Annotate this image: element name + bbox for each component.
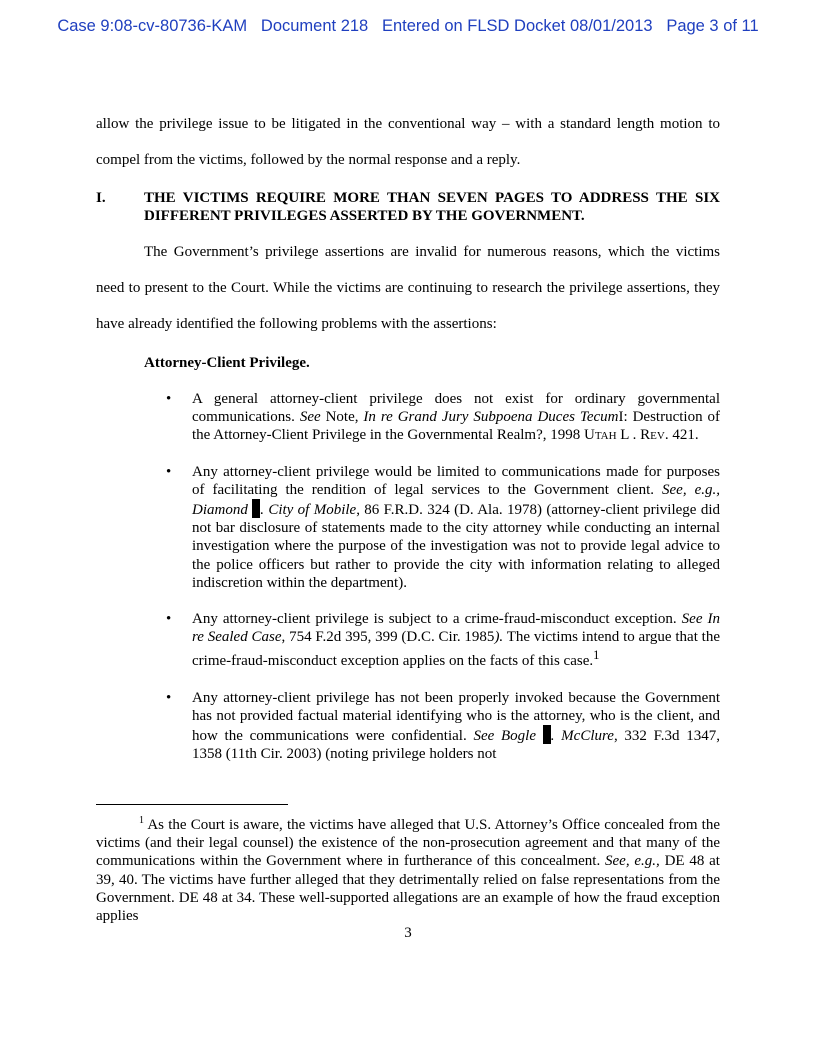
footnote-number: 1: [139, 815, 144, 826]
bullet-item: • Any attorney-client privilege would be limited to communications made for purposes of facilitating the rendition of legal services to the Government client. See, e.g., Diamond . City of Mobile, 86 F.R.D. 324 (D. Ala. 1978) (attorney-client privilege did not bar disclosure of statements made to the city attorney while conducting an internal investigation where the purpose of the investigation was not to provide legal advice to the police officers but rather to provide the city with information relating to alleged indiscretion within the department).: [166, 463, 720, 591]
section-number: I.: [96, 190, 106, 206]
case-citation: In re Grand Jury Subpoena Duces Tecum: [363, 409, 619, 426]
bullet-icon: •: [166, 611, 172, 628]
page-number: 3: [404, 925, 412, 941]
bullet-icon: •: [166, 463, 172, 480]
case-citation: See, e.g., Diamond: [192, 481, 720, 519]
case-citation: . McClure: [550, 728, 614, 745]
section-heading: [96, 189, 720, 225]
intro-paragraph: allow the privilege issue to be litigated in the conventional way – with a standard length motion to compel from the victims, followed by the normal response and a reply.: [96, 116, 720, 168]
bullet-item: • A general attorney-client privilege does not exist for ordinary governmental communications. See Note, In re Grand Jury Subpoena Duces TecumI: Destruction of the Attorney-Client Privilege in the Governmental Realm?, 1998 Utah L . Rev. 421.: [166, 391, 720, 444]
bullet-item: • Any attorney-client privilege is subject to a crime-fraud-misconduct exception. See In re Sealed Case, 754 F.2d 395, 399 (D.C. Cir. 1985). The victims intend to argue that the crime-fraud-misconduct exception applies on the facts of this case.$^1$: [166, 611, 721, 670]
journal-name: Utah L . Rev.: [584, 427, 669, 444]
footnote-reference[interactable]: 1: [593, 648, 600, 663]
bullet-icon: •: [166, 689, 172, 706]
case-citation: . City of Mobile: [260, 502, 357, 519]
section-paragraph: The Government’s privilege assertions are invalid for numerous reasons, which the victims need to present to the Court. While the victims are continuing to research the privilege assertions, they have already identified the following problems with the assertions:: [96, 244, 720, 332]
bullet-item: • Any attorney-client privilege has not been properly invoked because the Government has not provided factual material identifying who is the attorney, who is the client, and how the communications were confidential. See Bogle . McClure, 332 F.3d 1347, 1358 (11th Cir. 2003) (noting privilege holders not: [166, 689, 720, 763]
section-title: THE VICTIMS REQUIRE MORE THAN SEVEN PAGES TO ADDRESS THE SIX DIFFERENT PRIVILEGES ASSERTED BY THE GOVERNMENT.: [144, 190, 720, 224]
bullet-icon: •: [166, 391, 172, 407]
docket-stamp: Case 9:08-cv-80736-KAM Document 218 Entered on FLSD Docket 08/01/2013 Page 3 of 11: [57, 17, 759, 35]
footnote-divider: [96, 804, 288, 805]
footnote: $^1$ As the Court is aware, the victims have alleged that U.S. Attorney’s Office concealed from the victims (and their legal counsel) the existence of the non-prosecution agreement and that many of the communications within the Government where in furtherance of this concealment. See, e.g., DE 48 at 39, 40. The victims have further alleged that they detrimentally relied on false representations from the Government. DE 48 at 34. These well-supported allegations are an example of how the fraud exception applies: [96, 815, 720, 925]
redaction-mark: [252, 499, 260, 518]
case-citation: See In re Sealed Case: [192, 611, 721, 646]
subheading-attorney-client: Attorney-Client Privilege.: [144, 355, 310, 371]
privilege-problems-list: [144, 390, 720, 781]
redaction-mark: [543, 725, 551, 744]
case-citation: See Bogle: [473, 728, 543, 745]
